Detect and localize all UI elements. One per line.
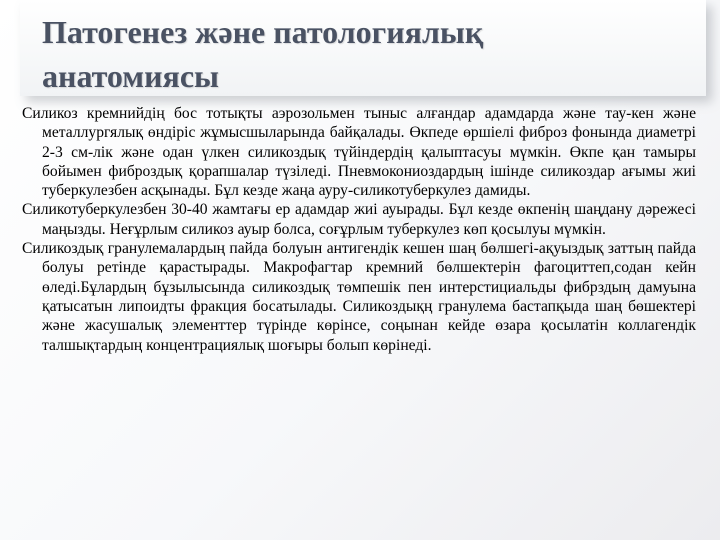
title-line-2: анатомиясы [42,58,220,94]
slide-title [42,10,692,98]
paragraph-silicotuberculosis: Силикотуберкулезбен 30-40 жамтағы ер адамдар жиі ауырады. Бұл кезде өкпенің шаңдану дәрежесі маңызды. Неғұрлым силикоз ауыр болса, соғұрлым туберкулез көп қосылуы мүмкін. [22,201,696,238]
paragraph-silicosis: Силикоз кремнийдің бос тотықты аэрозольмен тыныс алғандар адамдарда және тау-кен және металлургялық өндіріс жұмысшыларында байқалады. Өкпеде өршіелі фиброз фонында диаметрі 2-3 см-лік және одан үлкен силикоздық түйіндердің қалыптасуы мүмкін. Өкпе қан тамыры бойымен фиброздық қорапшалар түзіледі. Пневмокониоздардың ішінде силикоздар ағымы жиі туберкулезбен асқынады. Бұл кезде жаңа ауру-силикотуберкулез дамиды. [22,105,696,200]
slide-body [22,104,696,355]
paragraph-granulomas: Силикоздық гранулемалардың пайда болуын антигендік кешен шаң бөлшегі-ақуыздық заттың пайда болуы ретінде қарастырады. Макрофагтар кремний бөлшектерін фагоциттеп,содан кейн өледі.Бұлардың бұзылысында силикоздық төмпешік пен интерстициальды фибрздың дамуына қатысатын липоидты фракция босатылады. Силикоздықң гранулема бастапқыда шаң бөшектері және жасушалық элементтер түрінде көрінсе, соңынан кейде өзара қосылатін коллагендік талшықтардың концентрациялық шоғыры болып көрінеді. [22,240,696,354]
title-line-1: Патогенез жәнe патологиялық [42,14,484,50]
